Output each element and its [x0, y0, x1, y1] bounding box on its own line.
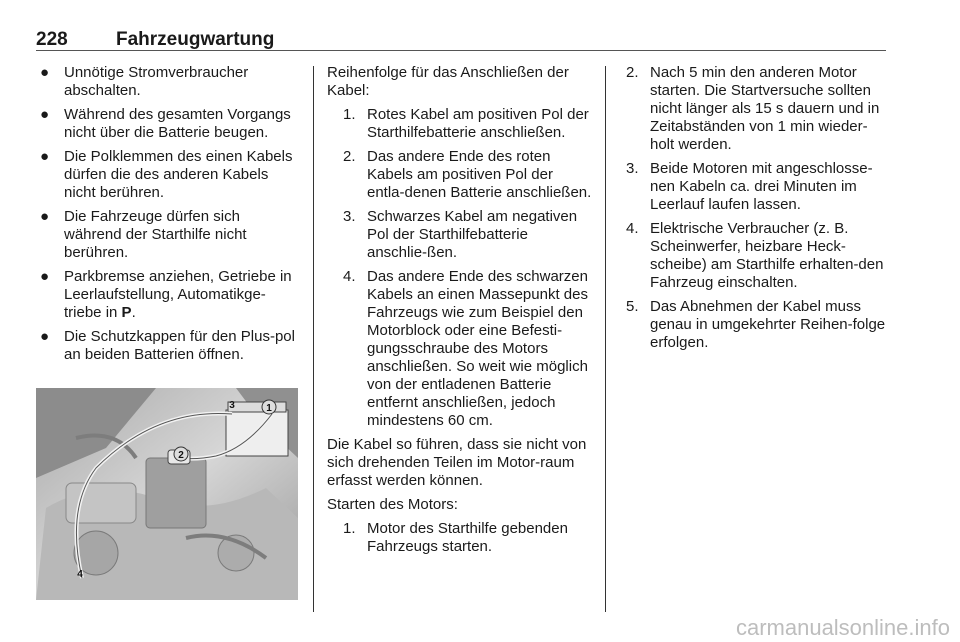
list-item: 4. Das andere Ende des schwarzen Kabels an einen Massepunkt des Fahrzeugs wie zum Beispiel den Motorblock oder eine Befesti-gungsschraube des Motors anschließen. So weit wie möglich von der entladenen Batterie entfernt anschließen, jedoch mindestens 60 cm. [343, 268, 588, 429]
header-divider [36, 50, 886, 51]
watermark: carmanualsonline.info [735, 615, 950, 640]
list-item: ● Parkbremse anziehen, Getriebe in Leerlaufstellung, Automatikge-triebe in P. [40, 268, 292, 321]
column-right [624, 64, 888, 358]
figure-label-2: 2 [178, 450, 184, 461]
column-divider [605, 66, 606, 612]
list-item: 3. Beide Motoren mit angeschlosse-nen Kabeln ca. drei Minuten im Leerlauf laufen lassen. [626, 160, 873, 213]
start-steps-continued [624, 64, 888, 352]
column-divider [313, 66, 314, 612]
list-item: 1. Motor des Starthilfe gebenden Fahrzeugs starten. [343, 520, 568, 555]
list-item: 2. Das andere Ende des roten Kabels am positiven Pol der entla-denen Batterie anschließen. [343, 148, 592, 201]
park-symbol: P [121, 304, 132, 321]
connect-intro: Reihenfolge für das Anschließen der Kabel: [327, 64, 569, 99]
list-item: 4. Elektrische Verbraucher (z. B. Scheinwerfer, heizbare Heck-scheibe) am Starthilfe erhalten-den Fahrzeug einschalten. [626, 220, 884, 291]
start-heading: Starten des Motors: [327, 496, 458, 513]
start-steps [327, 520, 592, 556]
column-middle [327, 64, 592, 562]
bullet-icon: ● [40, 208, 50, 225]
list-item: 5. Das Abnehmen der Kabel muss genau in umgekehrter Reihen-folge erfolgen. [626, 298, 886, 351]
figure-label-4: 4 [77, 569, 83, 580]
figure-label-3: 3 [229, 400, 235, 411]
page-header [36, 30, 886, 50]
jump-start-illustration [36, 388, 298, 600]
list-item: ● Während des gesamten Vorgangs nicht über die Batterie beugen. [40, 106, 291, 141]
list-item: ● Die Fahrzeuge dürfen sich während der Starthilfe nicht berühren. [40, 208, 247, 261]
connect-steps [327, 106, 592, 430]
page-number: 228 [36, 29, 68, 50]
cable-routing-note: Die Kabel so führen, dass sie nicht von sich drehenden Teilen im Motor-raum erfasst werden können. [327, 436, 587, 489]
list-item: ● Unnötige Stromverbraucher abschalten. [40, 64, 249, 99]
list-item: ● Die Polklemmen des einen Kabels dürfen die des anderen Kabels nicht berühren. [40, 148, 293, 201]
bullet-icon: ● [40, 64, 50, 81]
bullet-icon: ● [40, 148, 50, 165]
bullet-icon: ● [40, 328, 50, 345]
list-item: ● Die Schutzkappen für den Plus-pol an beiden Batterien öffnen. [40, 328, 295, 363]
bullet-icon: ● [40, 106, 50, 123]
list-item: 2. Nach 5 min den anderen Motor starten. Die Startversuche sollten nicht länger als 15 s dauern und in Zeitabständen von 1 min wieder-holt werden. [626, 64, 880, 153]
precaution-list [36, 64, 298, 364]
list-item: 3. Schwarzes Kabel am negativen Pol der Starthilfebatterie anschlie-ßen. [343, 208, 578, 261]
column-left [36, 64, 298, 370]
bullet-icon: ● [40, 268, 50, 285]
section-title: Fahrzeugwartung [116, 29, 275, 50]
list-item: 1. Rotes Kabel am positiven Pol der Starthilfebatterie anschließen. [343, 106, 589, 141]
figure-label-1: 1 [266, 403, 272, 414]
